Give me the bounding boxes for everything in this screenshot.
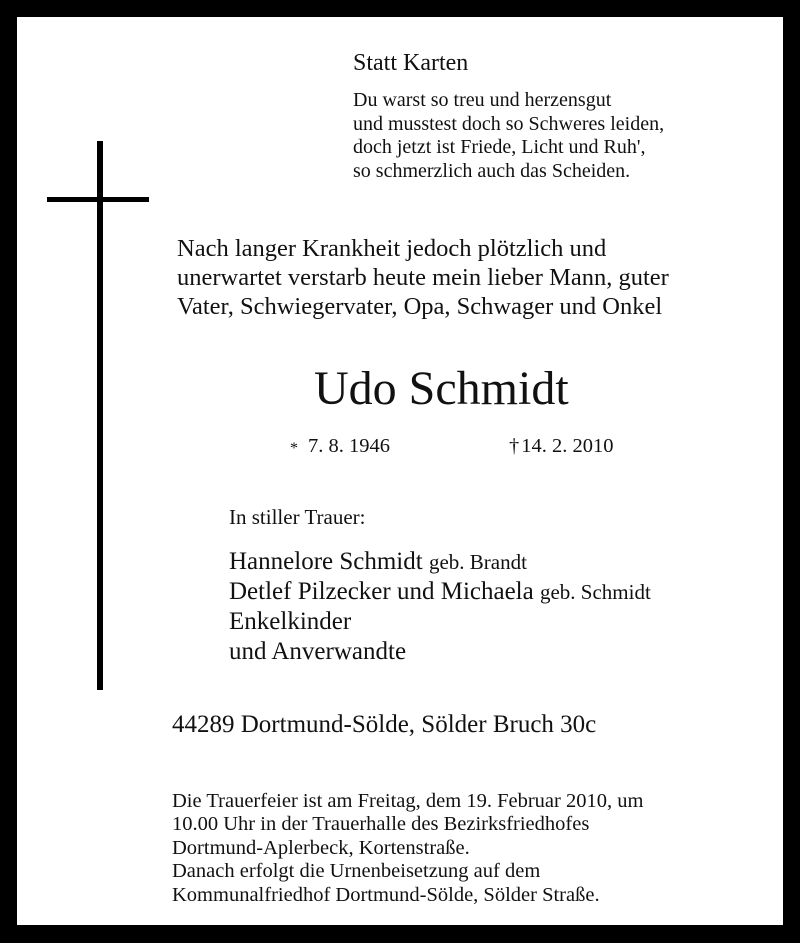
ceremony-line: Dortmund-Aplerbeck, Kortenstraße. (172, 836, 470, 859)
death-date (509, 433, 614, 459)
cross-icon-crossbar (47, 197, 149, 202)
address: 44289 Dortmund-Sölde, Sölder Bruch 30c (172, 711, 597, 738)
mourner (229, 637, 651, 667)
ceremony-info (172, 790, 643, 907)
mourners-list (229, 547, 651, 667)
mourner-note: geb. Schmidt (539, 580, 651, 604)
mourner-name: Detlef Pilzecker und Michaela (229, 578, 534, 605)
poem-line: so schmerzlich auch das Scheiden. (353, 159, 631, 182)
mourner (229, 577, 651, 607)
poem-line: Du warst so treu und herzensgut (353, 89, 612, 111)
ceremony-line: Die Trauerfeier ist am Freitag, dem 19. Februar 2010, um (172, 790, 644, 812)
death-date-value: 14. 2. 2010 (521, 435, 614, 457)
mourner-note: geb. Brandt (428, 550, 527, 574)
obituary-notice (17, 17, 783, 925)
intro-line: Nach langer Krankheit jedoch plötzlich und (177, 235, 607, 262)
birth-date-value: 7. 8. 1946 (308, 435, 390, 457)
ceremony-line: 10.00 Uhr in der Trauerhalle des Bezirksfriedhofes (172, 813, 590, 836)
birth-date (290, 433, 390, 461)
mourner-name: und Anverwandte (229, 638, 407, 665)
poem-line: und musstest doch so Schweres leiden, (353, 112, 665, 135)
poem (353, 89, 664, 183)
star-icon: * (290, 440, 298, 457)
mourning-label: In stiller Trauer: (229, 505, 366, 529)
cross-icon (97, 141, 103, 690)
ceremony-line: Kommunalfriedhof Dortmund-Sölde, Sölder Straße. (172, 883, 600, 906)
mourner (229, 607, 651, 637)
notice-header: Statt Karten (353, 50, 469, 76)
deceased-name: Udo Schmidt (314, 362, 569, 415)
intro-line: Vater, Schwiegervater, Opa, Schwager und Onkel (177, 293, 663, 320)
mourner-name: Hannelore Schmidt (229, 548, 423, 575)
mourner (229, 547, 651, 577)
intro-text (177, 234, 669, 321)
intro-line: unerwartet verstarb heute mein lieber Mann, guter (177, 264, 669, 291)
mourner-name: Enkelkinder (229, 608, 352, 635)
ceremony-line: Danach erfolgt die Urnenbeisetzung auf dem (172, 860, 541, 883)
poem-line: doch jetzt ist Friede, Licht und Ruh', (353, 136, 646, 158)
dagger-icon: † (509, 435, 520, 457)
